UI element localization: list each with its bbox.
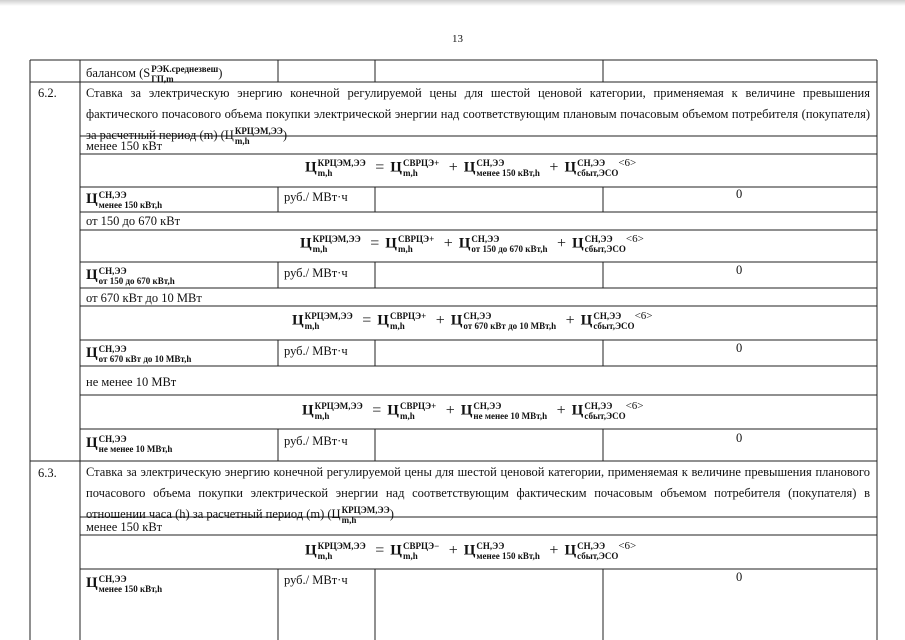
rate-symbol: Ц СН,ЭЭ от 670 кВт до 10 МВт,h: [86, 344, 192, 364]
tariff-formula: Ц КРЦЭМ,ЭЭ m,h = Ц СВРЦЭ+ m,h + Ц СН,ЭЭ от 670 кВт до 10 МВт,h + Ц СН,ЭЭ сбыт,ЭСО $^{<6>}$: [292, 310, 653, 332]
group-heading: менее 150 кВт: [86, 520, 163, 534]
rate-value: 0: [736, 341, 743, 355]
rate-symbol: Ц СН,ЭЭ от 150 до 670 кВт,h: [86, 266, 175, 286]
group-heading: от 150 до 670 кВт: [86, 214, 181, 228]
rate-symbol: Ц СН,ЭЭ не менее 10 МВт,h: [86, 434, 173, 454]
section-description: Ставка за электрическую энергию конечной регулируемой цены для шестой ценовой категории, применяемая к величине превышения планового почасового объема покупки электрической энергии над соответствующим фактическим почасовым объемом потребителя (покупателя) в отношении часа (h) за расчетный период (m) (Ц КРЦЭМ,ЭЭ m,h ): [86, 465, 870, 526]
section-number: 6.3.: [38, 466, 57, 480]
rate-unit: руб./ МВт·ч: [284, 434, 348, 448]
rate-unit: руб./ МВт·ч: [284, 344, 348, 358]
group-heading: не менее 10 МВт: [86, 375, 177, 389]
tariff-formula: Ц КРЦЭМ,ЭЭ m,h = Ц СВРЦЭ+ m,h + Ц СН,ЭЭ не менее 10 МВт,h + Ц СН,ЭЭ сбыт,ЭСО $^{<6>}$: [302, 400, 644, 422]
section-number: 6.2.: [38, 86, 57, 100]
rate-symbol: Ц СН,ЭЭ менее 150 кВт,h: [86, 190, 163, 210]
tariff-formula: Ц КРЦЭМ,ЭЭ m,h = Ц СВРЦЭ+ m,h + Ц СН,ЭЭ менее 150 кВт,h + Ц СН,ЭЭ сбыт,ЭСО $^{<6>}$: [305, 157, 637, 179]
rate-symbol: Ц СН,ЭЭ менее 150 кВт,h: [86, 574, 163, 594]
rate-unit: руб./ МВт·ч: [284, 573, 348, 587]
rate-value: 0: [736, 187, 743, 201]
rate-unit: руб./ МВт·ч: [284, 190, 348, 204]
rate-value: 0: [736, 431, 743, 445]
tariff-formula: Ц КРЦЭМ,ЭЭ m,h = Ц СВРЦЭ+ m,h + Ц СН,ЭЭ от 150 до 670 кВт,h + Ц СН,ЭЭ сбыт,ЭСО $^{<6>}$: [300, 233, 644, 255]
page-number: 13: [452, 33, 463, 45]
section-description: Ставка за электрическую энергию конечной регулируемой цены для шестой ценовой категории, применяемая к величине превышения фактического почасового объема покупки электрической энергии над соответствующим плановым почасовым объемом потребителя (покупателя) за расчетный период (m) (Ц КРЦЭМ,ЭЭ m,h ): [86, 86, 870, 147]
rate-value: 0: [736, 263, 743, 277]
rate-unit: руб./ МВт·ч: [284, 266, 348, 280]
group-heading: менее 150 кВт: [86, 139, 163, 153]
top-row-label: балансом (S РЭК.среднезвеш ГП,m ): [86, 64, 223, 84]
group-heading: от 670 кВт до 10 МВт: [86, 291, 202, 305]
rate-value: 0: [736, 570, 743, 584]
tariff-formula: Ц КРЦЭМ,ЭЭ m,h = Ц СВРЦЭ− m,h + Ц СН,ЭЭ менее 150 кВт,h + Ц СН,ЭЭ сбыт,ЭСО $^{<6>}$: [305, 540, 637, 562]
